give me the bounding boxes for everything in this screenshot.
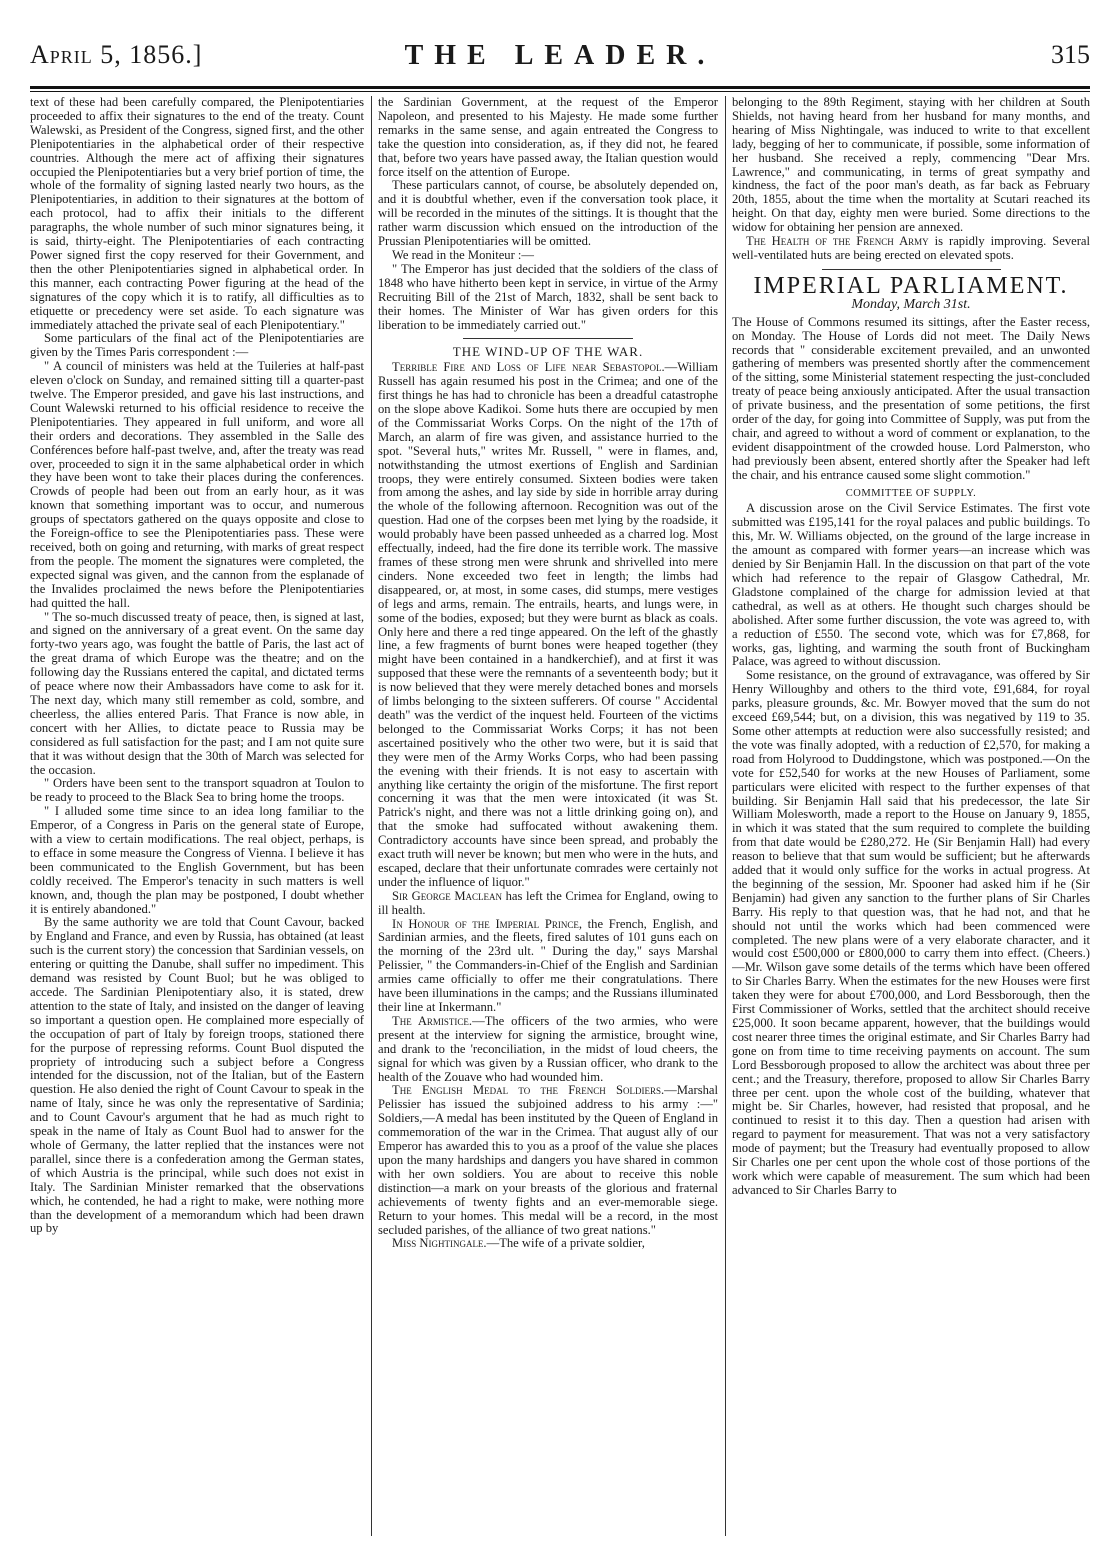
paragraph [378,1237,718,1251]
paragraph-body: —The wife of a private soldier, [486,1236,645,1251]
column-3 [732,96,1090,1536]
issue-date: April 5, 1856.] [30,40,203,69]
paragraph: Some resistance, on the ground of extravagance, was offered by Sir Henry Willoughby and others to the third vote, £91,684, for royal parks, pleasure grounds, &c. Mr. Bowyer moved that the sum do not exceed £69,544; but, on a division, this was negatived by 119 to 35. Some other attempts at reduction were also successfully resisted; and the vote was finally adopted, with a reduction of £2,570, for making a road from Holyrood to Duddingstone, which was postponed.—On the vote for £52,540 for works at the new Houses of Parliament, some particulars were elicited with respect to the further expenses of that building. Sir Benjamin Hall said that his predecessor, the late Sir William Molesworth, made a report to the House on January 9, 1855, in which it was stated that the sum required to complete the building from that date would be £280,272. He (Sir Benjamin Hall) had every reason to believe that that sum would be sufficient; but he afterwards added that it would only suffice for the works in actual progress. At the beginning of the session, Mr. Spooner had asked him if he (Sir Benjamin) had given any sanction to the further plans of Sir Charles Barry. His reply to that question was, that he had not, and that he should not until the works which had been commenced were completed. The new plans were of a very elaborate character, and it would cost £500,000 or £800,000 to carry them into effect. (Cheers.)—Mr. Wilson gave some details of the terms which have been offered to Sir Charles Barry. When the estimates for the new Houses were first taken they were for about £700,000, and Lord Bessborough, then the First Commissioner of Works, settled that the architect should receive £25,000. It soon became apparent, however, that the buildings would cost nearer three times the original estimate, and Sir Charles Barry had gone on from time to time receiving payments on account. The sum Lord Bessborough proposed to allow the architect was about three per cent.; and the Treasury, therefore, proposed to allow Sir Charles Barry three per cent. upon the whole cost of the building, whatever that might be. Sir Charles, however, had resisted that proposal, and he continued to resist it to this day. Then a question had arisen with regard to payment for measurement. That was not a very satisfactory mode of payment; but the Treasury had eventually proposed to allow Sir Charles one per cent upon the whole cost of those portions of the work which were capable of measurement. The sum which had been advanced to Sir Charles Barry to [732,668,1090,1197]
paragraph-body: —William Russell has again resumed his post in the Crimea; and one of the first things he has had to chronicle has been a dreadful catastrophe on the slope above Kadikoi. Some huts there are occupied by men of the Commissariat Works Corps. On the night of the 17th of March, an alarm of fire was given, and assistance hurried to the spot. "Several huts," writes Mr. Russell, " were in flames, and, notwithstanding the utmost exertions of English and Sardinian troops, they were entirely consumed. Sixteen bodies were taken from among the ashes, and lay side by side in horrible array during the whole of the following afternoon. Recognition was out of the question. Had one of the corpses been met lying by the roadside, it would probably have been passed unheeded as a charred log. Most effectually, indeed, had the fire done its terrible work. The massive frames of these strong men were shrunk and shrivelled into mere cinders. None exceeded two feet in length; the limbs had disappeared, or, at most, in some cases, did stumps, mere vestiges of legs and arms, remain. The entrails, hearts, and lungs were, in some of the bodies, exposed; but they were burnt as black as coals. Only here and there a red tinge appeared. On the left of the ghastly line, a few fragments of burnt bones were heaped together (they might have been contained in a handkerchief), and at first it was supposed that these were the remnants of a seventeenth body; but it is now believed that they were merely detached bones and morsels of limbs belonging to the sixteen sufferers. Of course " Accidental death" was the verdict of the inquest held. Fourteen of the victims belonged to the Commissariat Works Corps; it has not been ascertained positively who the other two were, but it is said that they were men of the Army Works Corps, who had been passing the evening with their friends. It is not easy to ascertain with anything like certainty the origin of the misfortune. The first report concerning it was that the men were intoxicated (it was St. Patrick's night, and there was not a little drinking going on), and that the smoke had suffocated without awakening them. Contradictory accounts have since been spread, and probably the exact truth will never be known; but men who were in the huts, and escaped, declare that their unfortunate comrades were certainly not under the influence of liquor." [378,360,718,889]
column-divider [371,96,372,1536]
paragraph: " Orders have been sent to the transport squadron at Toulon to be ready to proceed to the Black Sea to bring home the troops. [30,776,364,805]
paragraph-lead: The Armistice. [392,1013,473,1028]
paragraph-lead: Miss Nightingale. [392,1236,487,1251]
paragraph-body: is rapidly improving. Several well-ventilated huts are being erected on elevated spots. [732,234,1090,262]
newspaper-title: THE LEADER. [404,40,716,71]
masthead-rule-thin [30,91,1090,92]
paragraph-body: the French, English, and Sardinian armies, and the fleets, fired salutes of 101 guns each on the morning of the 23rd ult. " During the day," says Marshal Pelissier, " the Commanders-in-Chief of the English and Sardinian armies came officially to offer me their congratulations. There have been illuminations in the camps; and the Russians illuminated their line at Inkermann." [378,916,718,1014]
paragraph: The House of Commons resumed its sittings, after the Easter recess, on Monday. The House of Lords did not meet. The Daily News records that " considerable excitement prevailed, and an unwonted gathering of members was presented shortly after the commencement of the sitting, some Ministerial statement respecting the just-concluded treaty of peace being anxiously anticipated. After the usual transaction of private business, and the presentation of some petitions, the first order of the day, for going into Committee of Supply, was put from the chair, and agreed to without a word of comment or explanation, to the evident disappointment of the crowded house. Lord Palmerston, who had previously been absent, entered shortly after the Speaker had left the chair, and his entrance caused some slight commotion." [732,314,1090,482]
masthead-rule [30,86,1090,89]
section-heading: THE WIND-UP OF THE WAR. [452,344,644,360]
masthead [30,36,1090,76]
paragraph: These particulars cannot, of course, be absolutely depended on, and it is doubtful whether, even if the conversation took place, it will be recorded in the minutes of the sittings. It is thought that the rather warm discussion which ensued on the introduction of the Prussian Plenipotentiaries will be omitted. [378,178,718,249]
paragraph: We read in the Moniteur :— [392,247,535,262]
paragraph: A discussion arose on the Civil Service Estimates. The first vote submitted was £195,141 for the royal palaces and public buildings. To this, Mr. W. Williams objected, on the ground of the large increase in the amount as compared with former years—an increase which was denied by Sir Benjamin Hall. In the discussion on that part of the vote which had reference to the repair of Glasgow Cathedral, Mr. Gladstone complained of the charge for admission levied at that cathedral, as well as at others. He thought such charges should be abolished. After some further discussion, the vote was agreed to, with a reduction of £550. The second vote, which was for £7,868, for works, gas, lighting, and warming the south front of Buckingham Palace, was agreed to without discussion. [732,501,1090,669]
paragraph [378,1015,718,1085]
paragraph: belonging to the 89th Regiment, staying with her children at South Shields, not having heard from her husband for many months, and hearing of Miss Nightingale, was induced to write to that excellent lady, begging of her to communicate, if possible, some information of her husband. She received a reply, commencing "Dear Mrs. Lawrence," and communicating, in terms of great sympathy and kindness, the fact of the poor man's death, as far back as February 20th, 1855, about the time when the mortality at Scutari reached its height. On that day, eighty men were buried. Some directions to the widow for obtaining her pension are annexed. [732,96,1090,235]
paragraph: the Sardinian Government, at the request of the Emperor Napoleon, and presented to his Majesty. He made some further remarks in the same sense, and again entreated the Congress to take the question into consideration, as, if they did not, he feared that, before two years have passed away, the Italian question would force itself on the attention of Europe. [378,96,718,179]
paragraph-lead: The English Medal to the French Soldiers. [392,1083,665,1098]
paragraph [378,1084,718,1237]
paragraph-lead: Sir George Maclean [392,888,503,903]
paragraph: " The Emperor has just decided that the soldiers of the class of 1848 who have hitherto been kept in service, in virtue of the Army Recruiting Bill of the 21st of March, 1832, shall be sent back to their homes. The Minister of War has given orders for this liberation to be immediately carried out." [378,261,718,332]
column-1 [30,96,364,1536]
paragraph: Some particulars of the final act of the Plenipotentiaries are given by the Times Paris correspondent :— [30,331,364,360]
paragraph-lead: In Honour of the Imperial Prince, [392,916,582,931]
paragraph: text of these had been carefully compared, the Plenipotentiaries proceeded to affix their signatures to the end of the treaty. Count Walewski, as President of the Congress, signed first, and the other Plenipotentiaries in the alphabetical order of their respective countries. Although the mere act of affixing their signatures occupied the Plenipotentiaries but a very brief portion of time, the whole of the formality of signing lasted nearly two hours, as the Plenipotentiaries, in addition to their signatures at the bottom of each protocol, had to affix their initials to the different paragraphs, the whole number of such minor signatures being, it is said, thirty-eight. The Plenipotentiaries of each contracting Power signed first the copy reserved for their Government, and then the other Plenipotentiaries signed in alphabetical order. In this manner, each contracting Power figuring at the head of the signatures of the copy which it is to ratify, all difficulties as to etiquette or precedency were set aside. To each signature was immediately attached the private seal of each Plenipotentiary." [30,96,364,332]
paragraph-lead: Terrible Fire and Loss of Life near Sebastopol. [392,360,665,375]
committee-heading: COMMITTEE OF SUPPLY. [845,487,977,499]
paragraph-lead: The Health of the French Army [746,234,929,249]
paragraph: " I alluded some time since to an idea long familiar to the Emperor, of a Congress in Paris on the general state of Europe, with a view to certain modifications. The real object, perhaps, is to efface in some measure the Congress of Vienna. I believe it has been communicated to the English Government, but has been coldly received. The Emperor's tenacity in such matters is well known, and, though the plan may be postponed, I doubt whether it is entirely abandoned." [30,804,364,916]
section-heading: IMPERIAL PARLIAMENT. [753,272,1069,299]
paragraph-body: —The officers of the two armies, who were present at the interview for signing the armistice, brought wine, and drank to the 'reconciliation, in the midst of loud cheers, the signal for which was given by a Russian officer, who drank to the health of the Zouave who had wounded him. [378,1013,718,1084]
paragraph [378,361,718,889]
paragraph-body: —Marshal Pelissier has issued the subjoined address to his army :—" Soldiers,—A medal has been instituted by the Queen of England in commemoration of the war in the Crimea. That august ally of our Emperor has awarded this to you as a proof of the value she places upon the many hardships and dangers you have shared in common with her own soldiers. You are about to receive this noble distinction—a mark on your breasts of the glorious and fraternal achievements of twenty fights and an ever-memorable siege. Return to your homes. This medal will be a record, in the most secluded parishes, of the alliance of two great nations." [378,1083,718,1237]
section-divider [822,269,1001,270]
paragraph [732,235,1090,263]
paragraph: " A council of ministers was held at the Tuileries at half-past eleven o'clock on Sunday, and remained sitting till a quarter-past twelve. The Emperor presided, and gave his last instructions, and Count Walewski returned to his official residence to receive the Plenipotentiaries. They appeared in full uniform, and wore all their orders and decorations. They assembled in the Salle des Conférences before half-past twelve, and, after the treaty was read over, proceeded to sign it in the same alphabetical order in which they have been wont to take their places during the conferences. Crowds of people had been out from an early hour, as it was known that something important was to occur, and numerous groups of spectators gathered on the quays opposite and close to the Foreign-office to see the Plenipotentiaries pass. These were received, both on going and returning, with marks of great respect from the people. The moment the signatures were completed, the expected signal was given, and the cannon from the esplanade of the Invalides proclaimed the news before the Plenipotentiaries had quitted the hall. [30,359,364,610]
column-divider [725,96,726,1536]
paragraph-body: has left the Crimea for England, owing to ill health. [378,888,718,917]
section-divider [463,338,633,339]
page-number: 315 [1051,40,1090,69]
paragraph: " The so-much discussed treaty of peace, then, is signed at last, and signed on the anniversary of a great event. On the same day forty-two years ago, was fought the battle of Paris, the last act of the great drama of which Europe was the theatre; and on the following day the Russians entered the capital, and dictated terms of peace where now their Ambassadors have come to ask for it. The next day, which many still remember as cold, sombre, and cheerless, the allies entered Paris. That France is now able, in concert with her Allies, to dictate peace to Russia may be considered as full satisfaction for the past; and I am not quite sure that it was without design that the 30th of March was selected for the occasion. [30,609,364,777]
section-subheading: Monday, March 31st. [851,296,971,312]
paragraph [378,918,718,1015]
paragraph: By the same authority we are told that Count Cavour, backed by England and France, and even by Russia, has obtained (at least such is the current story) the concession that Sardinian vessels, on entering or quitting the Danube, shall suffer no impediment. This demand was resisted by Count Buol; but he was obliged to accede. The Sardinian Plenipotentiary also, it is stated, drew attention to the state of Italy, and insisted on the danger of leaving so important a question open. He complained more especially of the occupation of part of Italy by foreign troops, stationed there for the purpose of repressing reforms. Count Buol disputed the propriety of introducing such a subject before a Congress intended for the discussion, not of the Italian, but of the Eastern question. He also denied the right of Count Cavour to speak in the name of Italy, since he was only the representative of Sardinia; and to Count Cavour's argument that he had as much right to speak in the name of Italy as Count Buol had to answer for the whole of Germany, the latter replied that the instances were not parallel, since there is a confederation among the German states, of which Austria is the principal, while such does not exist in Italy. The Sardinian Minister remarked that the observations which, he contended, he had a right to make, were nothing more than the development of a memorandum which had been drawn up by [30,915,364,1236]
column-2 [378,96,718,1536]
paragraph [378,890,718,918]
